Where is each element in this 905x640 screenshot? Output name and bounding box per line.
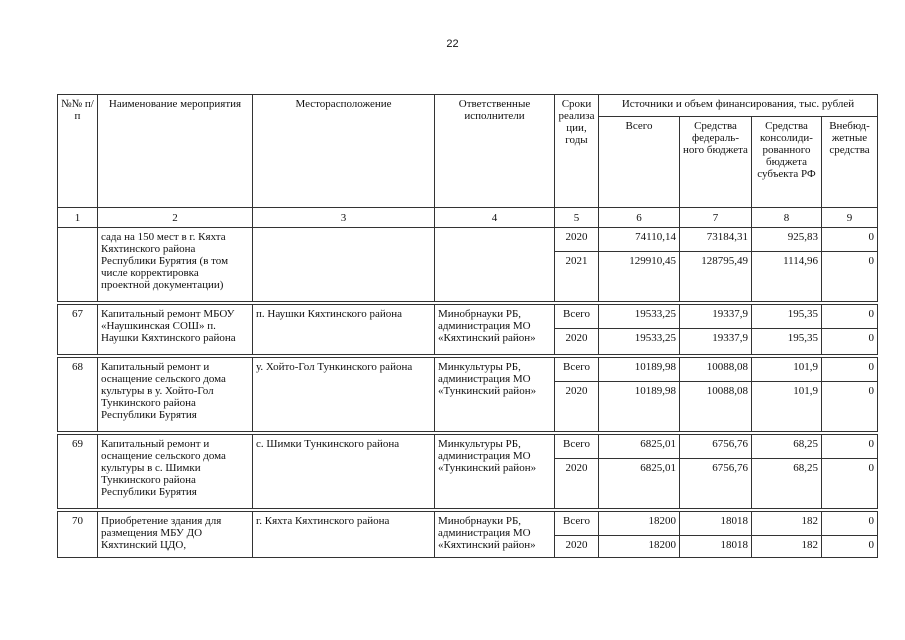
- row-offbudget: 0: [822, 435, 878, 459]
- row-federal: 18018: [680, 536, 752, 558]
- row-year: Всего: [555, 512, 599, 536]
- row-location: с. Шимки Тункинского района: [253, 435, 435, 509]
- row-location: г. Кяхта Кяхтинского района: [253, 512, 435, 558]
- header-responsible: Ответственные исполнители: [435, 95, 555, 208]
- header-offbudget: Внебюд- жетные средства: [822, 117, 878, 208]
- row-federal: 6756,76: [680, 435, 752, 459]
- column-number: 8: [752, 208, 822, 228]
- row-consolidated: 195,35: [752, 329, 822, 355]
- row-offbudget: 0: [822, 382, 878, 432]
- row-federal: 10088,08: [680, 358, 752, 382]
- header-num: №№ п/п: [58, 95, 98, 208]
- row-responsible: Минобрнауки РБ, администрация МО «Кяхтинский район»: [435, 512, 555, 558]
- row-responsible: Минкультуры РБ, администрация МО «Тункинский район»: [435, 358, 555, 432]
- header-name: Наименование мероприятия: [98, 95, 253, 208]
- row-consolidated: 182: [752, 536, 822, 558]
- row-consolidated: 101,9: [752, 382, 822, 432]
- row-consolidated: 1114,96: [752, 252, 822, 302]
- column-number: 5: [555, 208, 599, 228]
- row-year: 2020: [555, 382, 599, 432]
- row-year: 2020: [555, 329, 599, 355]
- row-federal: 128795,49: [680, 252, 752, 302]
- row-total: 6825,01: [599, 435, 680, 459]
- table-row: [58, 305, 878, 329]
- column-number: 9: [822, 208, 878, 228]
- row-year: Всего: [555, 358, 599, 382]
- row-responsible: Минобрнауки РБ, администрация МО «Кяхтинский район»: [435, 305, 555, 355]
- row-total: 19533,25: [599, 329, 680, 355]
- row-offbudget: 0: [822, 228, 878, 252]
- column-number: 6: [599, 208, 680, 228]
- row-offbudget: 0: [822, 305, 878, 329]
- row-name: Капитальный ремонт и оснащение сельского дома культуры в у. Хойто-Гол Тункинского района Республики Бурятия: [98, 358, 253, 432]
- row-num: 70: [58, 512, 98, 558]
- row-name: Приобретение здания для размещения МБУ ДО Кяхтинский ЦДО,: [98, 512, 253, 558]
- row-consolidated: 925,83: [752, 228, 822, 252]
- row-num: 67: [58, 305, 98, 355]
- column-number: 3: [253, 208, 435, 228]
- row-name: Капитальный ремонт МБОУ «Наушкинская СОШ» п. Наушки Кяхтинского района: [98, 305, 253, 355]
- row-offbudget: 0: [822, 512, 878, 536]
- table-row: [58, 512, 878, 536]
- row-federal: 6756,76: [680, 459, 752, 509]
- row-total: 74110,14: [599, 228, 680, 252]
- row-total: 6825,01: [599, 459, 680, 509]
- header-terms: Сроки реализа ции, годы: [555, 95, 599, 208]
- row-offbudget: 0: [822, 459, 878, 509]
- row-location: п. Наушки Кяхтинского района: [253, 305, 435, 355]
- row-total: 10189,98: [599, 358, 680, 382]
- row-num: 68: [58, 358, 98, 432]
- row-responsible: [435, 228, 555, 302]
- row-consolidated: 195,35: [752, 305, 822, 329]
- row-federal: 19337,9: [680, 329, 752, 355]
- row-name: сада на 150 мест в г. Кяхта Кяхтинского района Республики Бурятия (в том числе корректировка проектной документации): [98, 228, 253, 302]
- header-federal: Средства федераль- ного бюджета: [680, 117, 752, 208]
- row-federal: 18018: [680, 512, 752, 536]
- column-number: 4: [435, 208, 555, 228]
- row-num: 69: [58, 435, 98, 509]
- column-number-row: [58, 208, 878, 228]
- page-number: 22: [446, 38, 459, 50]
- row-offbudget: 0: [822, 358, 878, 382]
- column-number: 2: [98, 208, 253, 228]
- row-federal: 19337,9: [680, 305, 752, 329]
- table-row: [58, 358, 878, 382]
- row-offbudget: 0: [822, 329, 878, 355]
- row-consolidated: 182: [752, 512, 822, 536]
- row-federal: 10088,08: [680, 382, 752, 432]
- header-sources: Источники и объем финансирования, тыс. рублей: [599, 95, 878, 117]
- row-total: 18200: [599, 512, 680, 536]
- row-year: 2021: [555, 252, 599, 302]
- row-consolidated: 68,25: [752, 435, 822, 459]
- table-row: [58, 228, 878, 252]
- row-location: [253, 228, 435, 302]
- financing-table: [57, 94, 878, 558]
- row-year: Всего: [555, 305, 599, 329]
- header-consolidated: Средства консолиди- рованного бюджета субъекта РФ: [752, 117, 822, 208]
- row-offbudget: 0: [822, 536, 878, 558]
- row-num: [58, 228, 98, 302]
- row-total: 129910,45: [599, 252, 680, 302]
- row-year: Всего: [555, 435, 599, 459]
- column-number: 7: [680, 208, 752, 228]
- row-total: 19533,25: [599, 305, 680, 329]
- row-year: 2020: [555, 536, 599, 558]
- row-year: 2020: [555, 228, 599, 252]
- row-offbudget: 0: [822, 252, 878, 302]
- header-total: Всего: [599, 117, 680, 208]
- row-consolidated: 101,9: [752, 358, 822, 382]
- row-federal: 73184,31: [680, 228, 752, 252]
- row-location: у. Хойто-Гол Тункинского района: [253, 358, 435, 432]
- header-location: Месторасположение: [253, 95, 435, 208]
- row-name: Капитальный ремонт и оснащение сельского дома культуры в с. Шимки Тункинского района Республики Бурятия: [98, 435, 253, 509]
- row-total: 10189,98: [599, 382, 680, 432]
- row-responsible: Минкультуры РБ, администрация МО «Тункинский район»: [435, 435, 555, 509]
- row-year: 2020: [555, 459, 599, 509]
- row-total: 18200: [599, 536, 680, 558]
- row-consolidated: 68,25: [752, 459, 822, 509]
- table-row: [58, 435, 878, 459]
- column-number: 1: [58, 208, 98, 228]
